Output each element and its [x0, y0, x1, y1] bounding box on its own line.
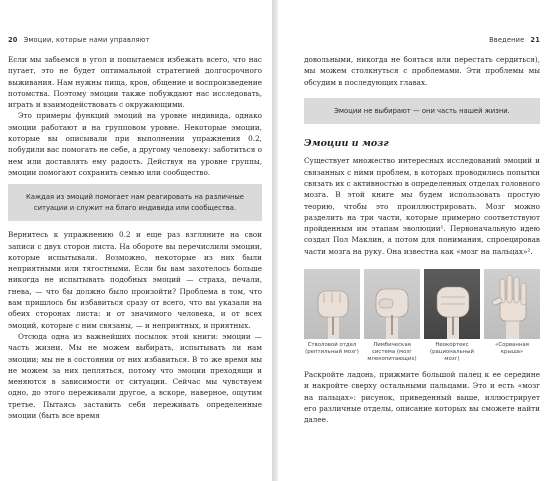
left-running-head [8, 34, 262, 46]
left-page-number: 20 [8, 36, 18, 44]
left-text-block-a [8, 54, 262, 178]
left-chapter-title: Эмоции, которые нами управляют [23, 36, 150, 44]
paragraph: Раскройте ладонь, прижмите большой палец к ее середине и накройте сверху остальными пальцами. Это и есть «мозг на пальцах»: рисунок, приведенный выше, иллюстрирует его различные отделы, описание которых вы сможете найти далее. [304, 370, 540, 425]
right-callout: Эмоции не выбирают — они часть нашей жизни. [304, 98, 540, 125]
right-running-head [304, 34, 540, 46]
paragraph: Существует множество интересных исследований эмоций и связанных с ними проблем, в которых проводились попытки связать их с активностью в определенных отделах головного мозга. В этой книге мы будем использовать простую теорию, чтобы это проиллюстрировать. Мозг можно разделить на три части, которые примерно соответствуют пройденным им этапам эволюции¹. Первоначальную идею создал Пол Маклин, а потом для понимания, спроецировав части мозга на руку. Она известна как «мозг на пальцах»². [304, 156, 540, 256]
fist-photo [424, 269, 480, 339]
paragraph: довольными, никогда не бояться или перестать сердиться), мы можем столкнуться с проблемами. Эти проблемы мы обсудим в последующих главах. [304, 55, 540, 87]
hand-brain-figure [304, 269, 540, 363]
left-page [0, 0, 272, 481]
left-text-block-b [8, 229, 262, 421]
right-intro [304, 54, 540, 88]
right-chapter-title: Введение [489, 36, 525, 44]
figure-panel [304, 269, 360, 363]
figure-caption: Неокортекс (рациональный мозг) [429, 342, 475, 363]
right-closing [304, 369, 540, 425]
figure-caption: «Сорванная крыша» [495, 342, 529, 356]
figure-panel [424, 269, 480, 363]
right-page [278, 0, 550, 481]
paragraph: Отсюда одна из важнейших посылок этой книги: эмоции — часть жизни. Мы не можем выбирать, испытывать ли нам эмоции; мы не в состоянии от них избавиться. В то же время мы не можем за них цепляться, потому что эмоции преходящи и меняются в зависимости от ситуации. Сейчас мы чувствуем одно, до этого переживали другое, а вскоре, наверное, ощутим третье. Пытаясь заставить себя переживать определенные эмоции (быть все время [8, 331, 262, 421]
figure-caption: Стволовой отдел (рептильный мозг) [305, 342, 359, 356]
fist-photo [304, 269, 360, 339]
right-page-number: 21 [530, 36, 540, 44]
paragraph: Если мы забьемся в угол и попытаемся избежать всего, что нас пугает, это не будет оптимальной стратегией долгосрочного выживания. Нам нужны пища, кров, общение и воспроизведение потомства. Поэтому эмоции также побуждают нас исследовать, играть и взаимодействовать с окружающими. [8, 55, 262, 110]
figure-panel [364, 269, 420, 363]
figure-panel [484, 269, 540, 363]
right-body [304, 155, 540, 257]
fist-photo [364, 269, 420, 339]
left-callout: Каждая из эмоций помогает нам реагировать на различные ситуации и служит на благо индивида или сообщества. [8, 184, 262, 221]
paragraph: Это примеры функций эмоций на уровне индивида, однако эмоции работают и на групповом уровне. Некоторые эмоции, которые вы описывали при выполнении упражнения 0.2, побудили вас помогать не себе, а другому человеку: заботиться о нем или доставлять ему радость. Действуя на уровне группы, эмоции помогают сохранить семью или сообщество. [8, 111, 262, 177]
paragraph: Вернитесь к упражнению 0.2 и еще раз взгляните на свои записи с двух сторон листа. На обороте вы перечислили эмоции, которые испытывали. Возможно, некоторые из них были неприятными или тягостными. Если бы вам захотелось больше никогда не испытывать подобных эмоций — страха, печали, гнева, — что бы должно было произойти? Проблема в том, что вам пришлось бы избавиться сразу от всего, что вы указали на обеих сторонах листа: и от значимого человека, и от всех эмоций, которые с ним связаны, — и неприятных, и приятных. [8, 230, 262, 330]
open-hand-photo [484, 269, 540, 339]
figure-caption: Лимбическая система (мозг млекопитающих) [367, 342, 417, 363]
section-title: Эмоции и мозг [304, 138, 389, 150]
